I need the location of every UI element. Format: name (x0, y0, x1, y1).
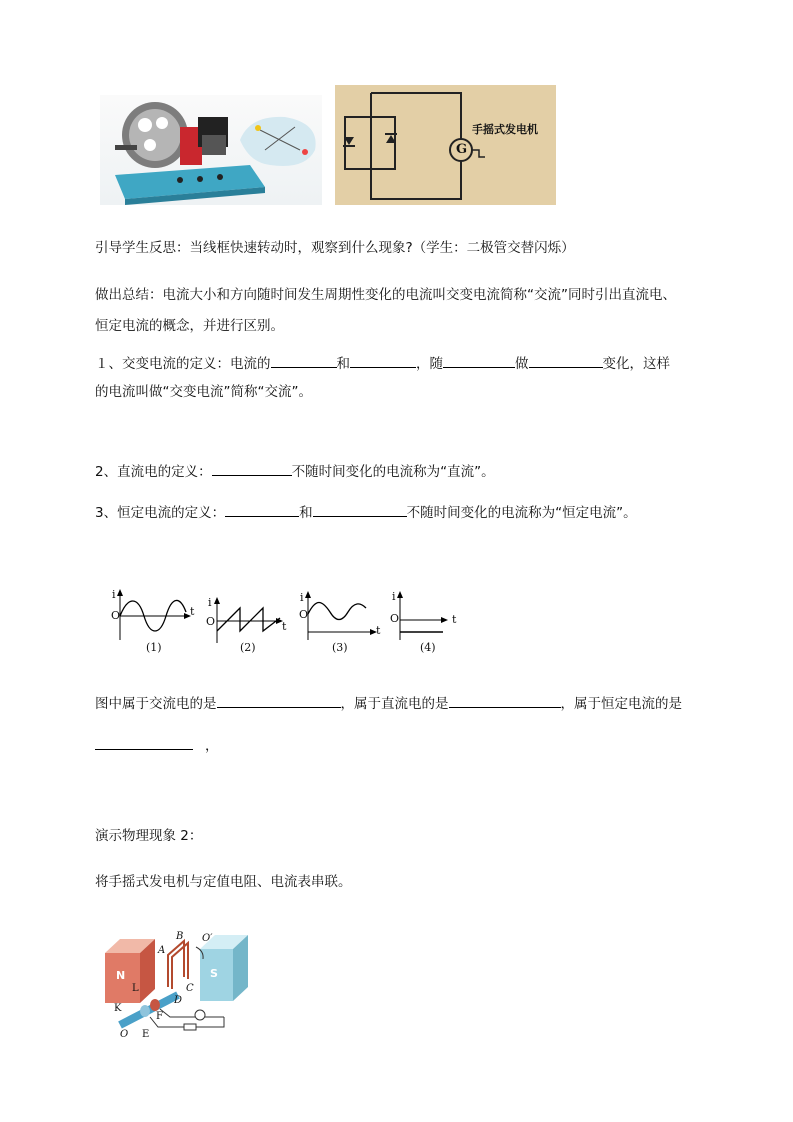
graph-1-sine (117, 589, 191, 640)
circuit-label: 手摇式发电机 (472, 123, 538, 136)
q1-and: 和 (336, 356, 350, 372)
question-3 (95, 501, 637, 521)
blank-field[interactable] (313, 502, 407, 517)
graph-2-axis-t: t (282, 620, 287, 633)
q4-mid2: ，属于恒定电流的是 (560, 696, 682, 712)
question-4 (95, 692, 682, 712)
blank-field[interactable] (350, 353, 416, 368)
q1-suffix: 变化，这样 (602, 356, 670, 372)
generator-photo (100, 95, 322, 205)
graph-2-origin: O (206, 615, 216, 628)
label-e: E (142, 1029, 150, 1040)
graph-4-axis-t: t (452, 613, 457, 626)
generator-coil-figure (100, 925, 250, 1045)
q3-prefix: 3、恒定电流的定义： (95, 505, 226, 521)
paragraph-summary-line2: 恒定电流的概念，并进行区别。 (95, 318, 284, 334)
q2-prefix: 2、直流电的定义： (95, 464, 212, 480)
graph-caption-4: (4) (420, 641, 436, 654)
label-o-prime: O′ (202, 933, 213, 944)
q1-mid2: 做 (515, 356, 529, 372)
circuit-diagram (335, 85, 556, 205)
magnet-n-label: N (116, 969, 126, 982)
label-l: L (132, 983, 139, 994)
graph-2-axis-i: i (208, 596, 212, 609)
blank-field[interactable] (529, 353, 603, 368)
graph-4-origin: O (390, 612, 400, 625)
magnet-s-label: S (210, 967, 218, 980)
blank-field[interactable] (225, 502, 299, 517)
graph-3-axis-i: i (300, 591, 304, 604)
q3-suffix: 不随时间变化的电流称为“恒定电流”。 (406, 505, 637, 521)
q3-and: 和 (299, 505, 313, 521)
graph-3-axis-t: t (376, 624, 381, 637)
demo-text: 将手摇式发电机与定值电阻、电流表串联。 (95, 874, 352, 890)
graph-3-pulsating (305, 591, 377, 640)
q1-mid1: ，随 (416, 356, 443, 372)
blank-field[interactable] (217, 693, 341, 708)
label-b: B (176, 931, 184, 942)
graph-1-origin: O (111, 609, 121, 622)
label-k: K (114, 1003, 122, 1014)
question-1-line2: 的电流叫做“交变电流”简称“交流”。 (95, 384, 312, 400)
label-f: F (156, 1011, 163, 1022)
graph-3-origin: O (299, 608, 309, 621)
q1-prefix: １、交变电流的定义：电流的 (95, 356, 271, 372)
label-d: D (174, 995, 183, 1006)
paragraph-reflection: 引导学生反思：当线框快速转动时，观察到什么现象?（学生：二极管交替闪烁） (95, 240, 575, 256)
question-4-line2 (95, 734, 219, 754)
q4-mid1: ，属于直流电的是 (340, 696, 449, 712)
graph-1-axis-t: t (190, 605, 195, 618)
label-c: C (186, 983, 194, 994)
q4-end: ， (205, 738, 219, 754)
q4-prefix: 图中属于交流电的是 (95, 696, 217, 712)
graph-caption-3: (3) (332, 641, 348, 654)
question-2 (95, 460, 495, 480)
graph-4-axis-i: i (392, 590, 396, 603)
demo-title: 演示物理现象 2： (95, 828, 203, 844)
graph-4-constant (397, 591, 448, 640)
blank-field[interactable] (95, 735, 193, 750)
blank-field[interactable] (443, 353, 515, 368)
graph-1-axis-i: i (112, 588, 116, 601)
blank-field[interactable] (271, 353, 337, 368)
graph-caption-2: (2) (240, 641, 256, 654)
graph-2-sawtooth (214, 597, 283, 643)
label-a: A (158, 945, 166, 956)
generator-symbol: G (456, 142, 468, 157)
q2-suffix: 不随时间变化的电流称为“直流”。 (291, 464, 495, 480)
graph-caption-1: (1) (146, 641, 162, 654)
paragraph-summary-line1: 做出总结：电流大小和方向随时间发生周期性变化的电流叫交变电流简称“交流”同时引出直流电、 (95, 287, 676, 303)
blank-field[interactable] (449, 693, 561, 708)
blank-field[interactable] (212, 461, 292, 476)
label-o: O (120, 1029, 129, 1040)
question-1-line1 (95, 352, 670, 372)
